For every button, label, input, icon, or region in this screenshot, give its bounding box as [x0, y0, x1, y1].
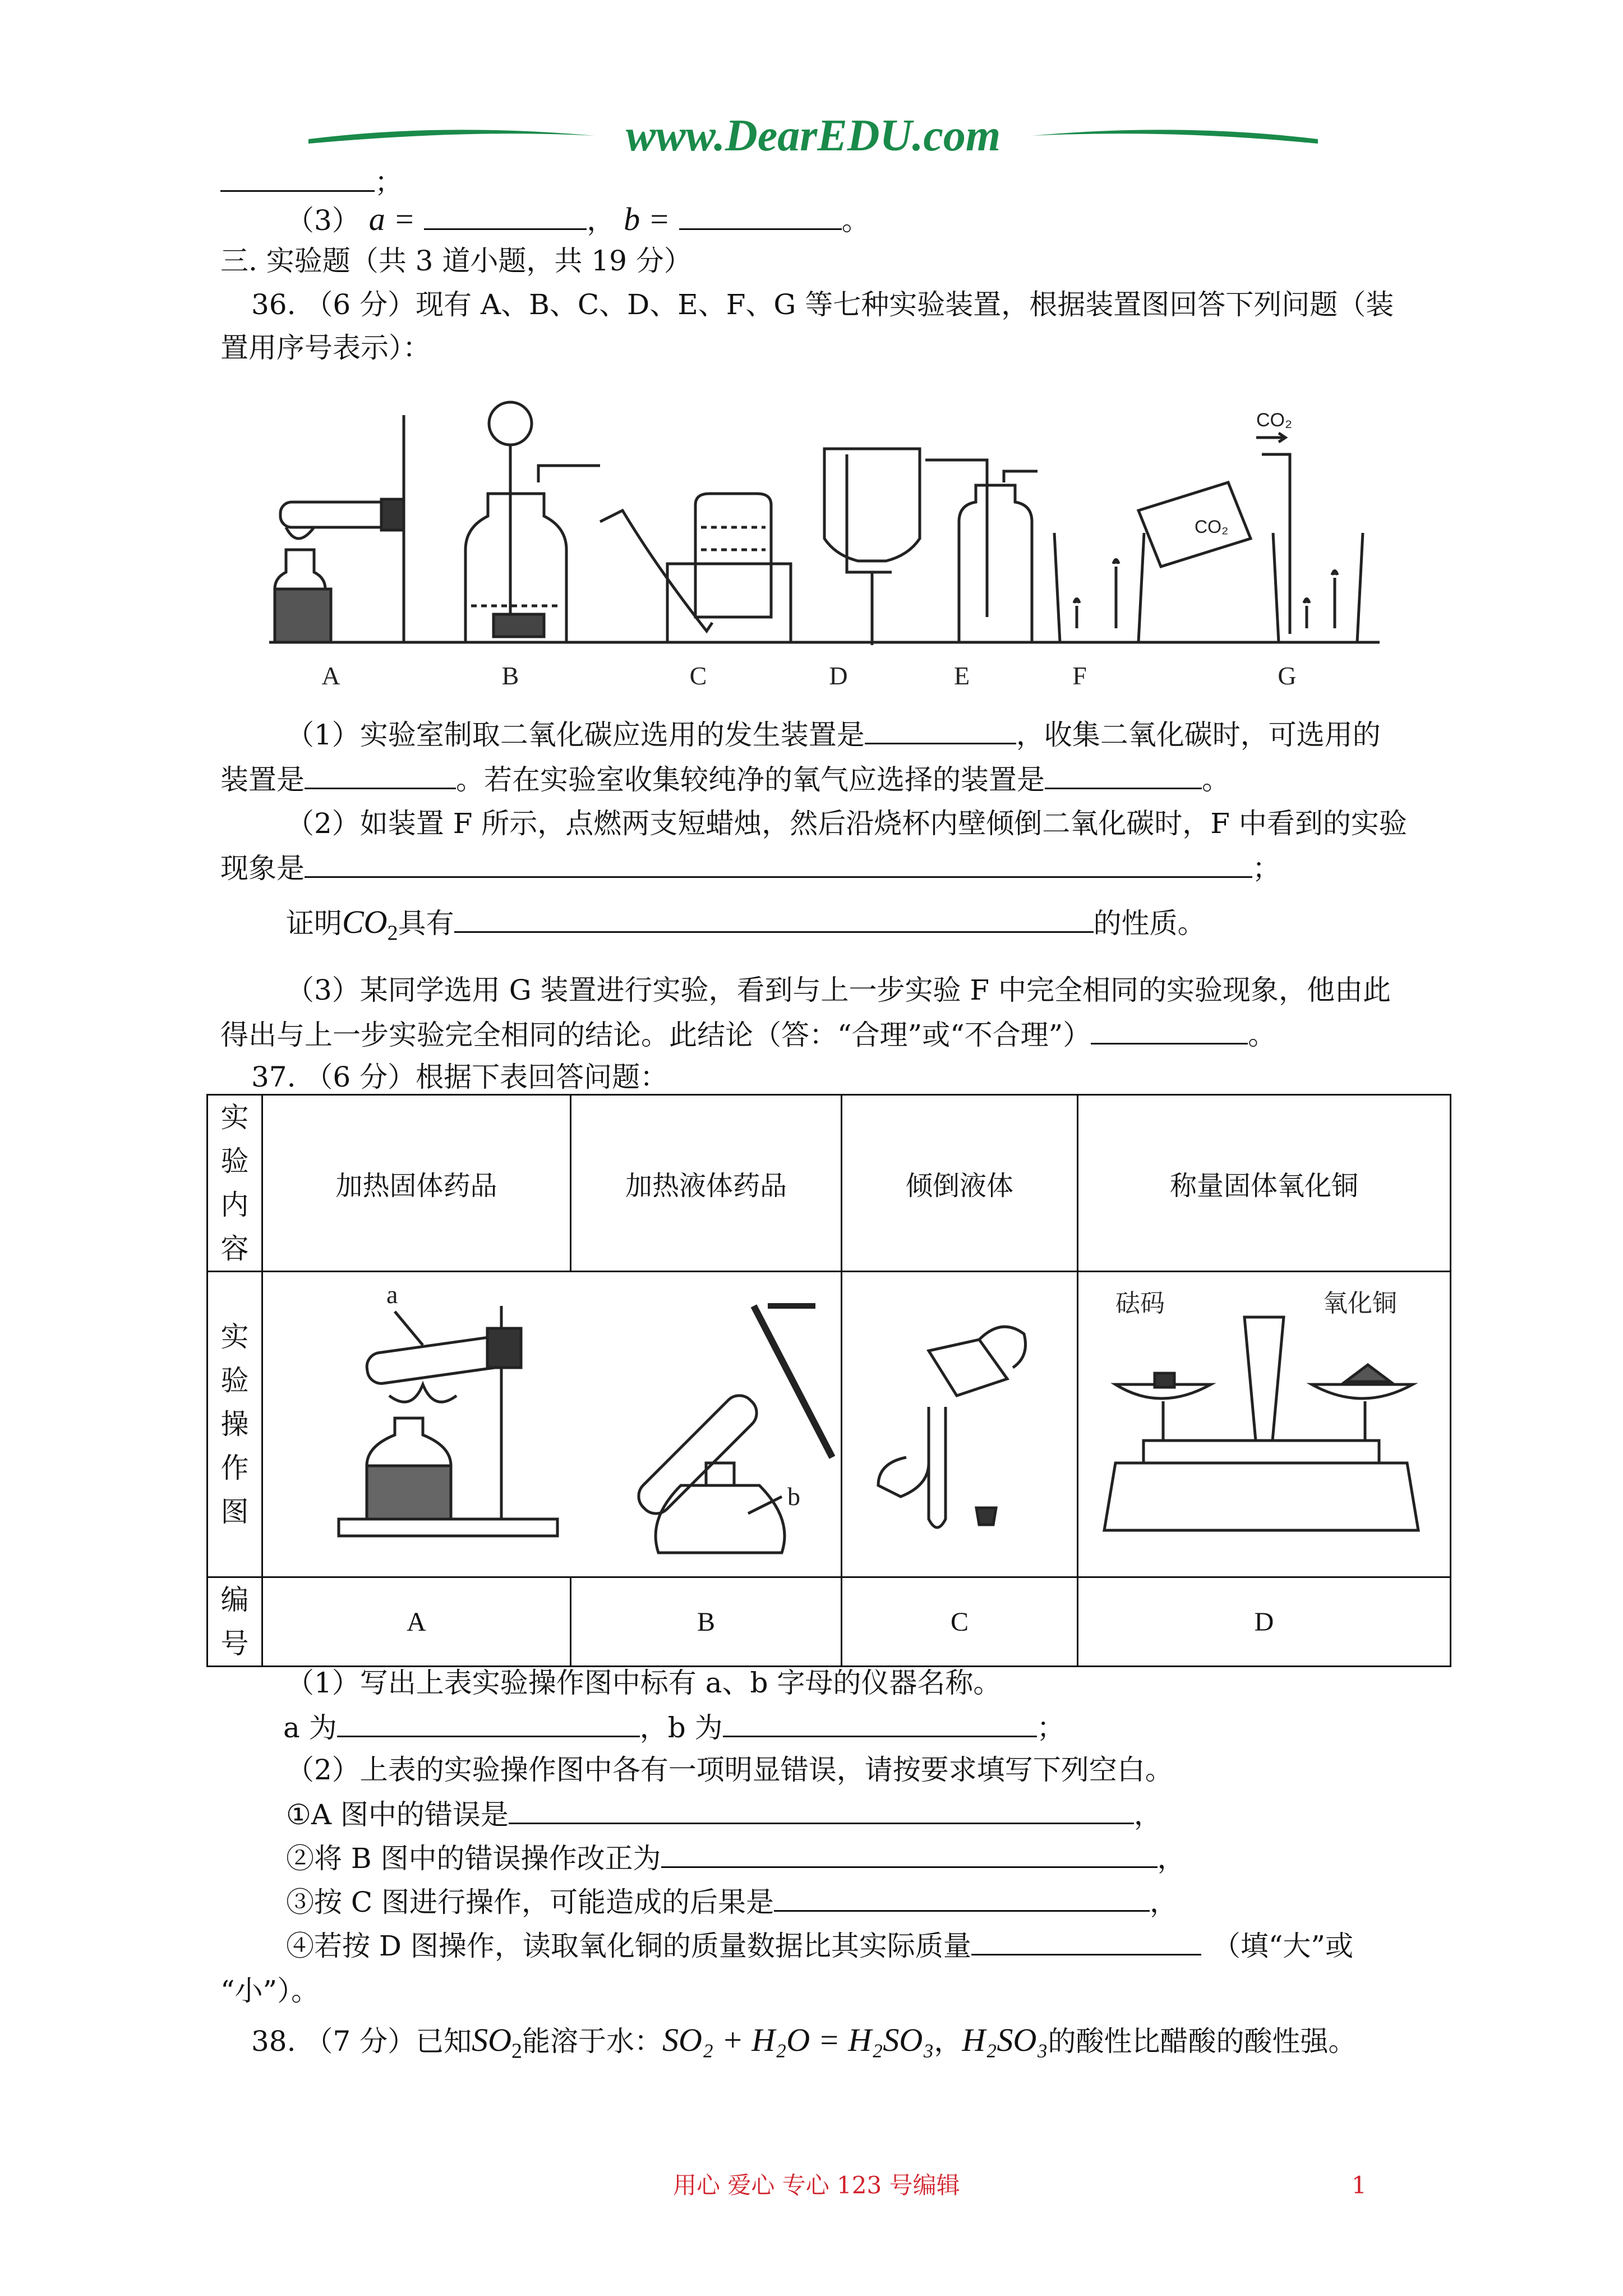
apparatus-label-e: E: [953, 661, 970, 690]
apparatus-label-f: F: [1072, 661, 1087, 690]
q37-q2-item1: ①A 图中的错误是 ，: [286, 1798, 1162, 1831]
q37-q2-title: （2）上表的实验操作图中各有一项明显错误，请按要求填写下列空白。: [286, 1754, 1173, 1786]
q37-q1-answers: a 为 ，b 为 ；: [283, 1711, 1065, 1744]
footer-text: 用心 爱心 专心 123 号编辑: [673, 2171, 960, 2199]
id-cell-c: C: [842, 1577, 1078, 1667]
apparatus-d: [824, 449, 920, 645]
apparatus-label-c: C: [689, 661, 707, 690]
b-blank[interactable]: [679, 228, 842, 230]
row-header-figure: 实 验 操 作 图: [208, 1272, 262, 1577]
q37-q2-item2: ②将 B 图中的错误操作改正为 ，: [286, 1842, 1186, 1875]
q36-line2: 置用序号表示）：: [220, 332, 431, 364]
apparatus-label-d: D: [829, 661, 848, 690]
apparatus-label-b: B: [501, 661, 519, 690]
q36-oxygen-blank[interactable]: [1045, 787, 1202, 789]
apparatus-e: [925, 460, 1038, 642]
q37-err-a-blank[interactable]: [509, 1822, 1134, 1824]
fig-label-a: a: [386, 1280, 398, 1309]
page-number: 1: [1352, 2171, 1367, 2199]
content-cell-a: 加热固体药品: [262, 1095, 571, 1272]
figure-cell-ab: [262, 1272, 842, 1577]
q37-mass-d-blank[interactable]: [971, 1953, 1201, 1955]
q36-apparatus-figure: [264, 381, 1385, 707]
q37-table: [206, 1094, 1451, 1667]
figure-cell-d: [1078, 1272, 1451, 1577]
q36-p3-line1: （3）某同学选用 G 装置进行实验，看到与上一步实验 F 中完全相同的实验现象，他由此: [286, 974, 1391, 1006]
q37-q2-item4: ④若按 D 图操作，读取氧化铜的质量数据比其实际质量 （填“大”或: [286, 1930, 1353, 1962]
content-cell-c: 倾倒液体: [842, 1095, 1078, 1272]
q37-b-blank[interactable]: [723, 1735, 1037, 1737]
site-logo: [303, 112, 1324, 163]
id-cell-a: A: [262, 1577, 571, 1667]
apparatus-c: [600, 494, 791, 642]
row-header-id: 编 号: [208, 1577, 262, 1667]
content-cell-b: 加热液体药品: [571, 1095, 842, 1272]
site-url: www.DearEDU.com: [625, 112, 1001, 160]
q38-line: 38. （7 分）已知$SO_2$能溶于水：SO₂ + H₂O = H₂SO₃，H₂SO₃的酸性比醋酸的酸性强。: [251, 2022, 1357, 2063]
figure-cell-c: [842, 1272, 1078, 1577]
q36-phenomenon-blank[interactable]: [305, 876, 1252, 878]
apparatus-b: [465, 402, 600, 642]
figure-pouring: [845, 1272, 1075, 1570]
q37-q2-item3: ③按 C 图进行操作，可能造成的后果是 ，: [286, 1886, 1178, 1918]
row-header-content: 实 验 内 容: [208, 1095, 262, 1272]
cuo-label: 氧化铜: [1323, 1289, 1397, 1318]
q37-a-blank[interactable]: [337, 1735, 640, 1737]
q37-result-c-blank[interactable]: [774, 1910, 1150, 1912]
apparatus-label-a: A: [321, 661, 340, 690]
q37-q1-title: （1）写出上表实验操作图中标有 a、b 字母的仪器名称。: [286, 1667, 1002, 1699]
q37-fix-b-blank[interactable]: [661, 1866, 1158, 1868]
q36-p3-line2: 得出与上一步实验完全相同的结论。此结论（答：“合理”或“不合理”） 。: [220, 1019, 1276, 1051]
q36-p1-line1: （1）实验室制取二氧化碳应选用的发生装置是 ，收集二氧化碳时，可选用的: [286, 719, 1381, 751]
apparatus-g: [1256, 409, 1363, 642]
co2-arrow-label: CO₂: [1256, 409, 1293, 431]
weight-label: 砝码: [1115, 1289, 1165, 1318]
prev-q3-line: （3） a = ， b = 。: [286, 201, 870, 237]
apparatus-a: [275, 415, 404, 642]
fig-label-b: b: [787, 1482, 800, 1511]
id-cell-d: D: [1078, 1577, 1451, 1667]
q36-p2-line1: （2）如装置 F 所示，点燃两支短蜡烛，然后沿烧杯内壁倾倒二氧化碳时，F 中看到的实验: [286, 807, 1407, 840]
section-title: 三. 实验题（共 3 道小题，共 19 分）: [220, 245, 692, 277]
a-blank[interactable]: [424, 228, 587, 230]
q36-conclusion-blank[interactable]: [1091, 1042, 1248, 1045]
figure-heating: [266, 1272, 838, 1570]
prev-answer-line: ；: [220, 168, 403, 196]
q36-p2-line2: 现象是 ；: [220, 852, 1280, 885]
q36-generator-blank[interactable]: [865, 742, 1016, 744]
answer-blank[interactable]: [220, 190, 375, 192]
id-cell-b: B: [571, 1577, 842, 1667]
content-cell-d: 称量固体氧化铜: [1078, 1095, 1451, 1272]
q36-line1: 36. （6 分）现有 A、B、C、D、E、F、G 等七种实验装置，根据装置图回答下列问题（装: [251, 288, 1394, 321]
q37-title: 37. （6 分）根据下表回答问题：: [251, 1061, 668, 1093]
q36-property-blank[interactable]: [454, 931, 1094, 933]
co2-bottle-label: CO₂: [1195, 517, 1229, 537]
q37-q2-item4-cont: “小”）。: [220, 1975, 320, 2007]
q36-p1-line2: 装置是 。若在实验室收集较纯净的氧气应选择的装置是 。: [220, 763, 1230, 796]
q36-collector-blank[interactable]: [305, 787, 456, 789]
figure-balance: [1082, 1272, 1446, 1570]
q36-p2-line3: 证明$CO_2$具有 的性质。: [286, 904, 1206, 945]
apparatus-label-g: G: [1278, 661, 1297, 690]
apparatus-f: [1054, 482, 1251, 642]
